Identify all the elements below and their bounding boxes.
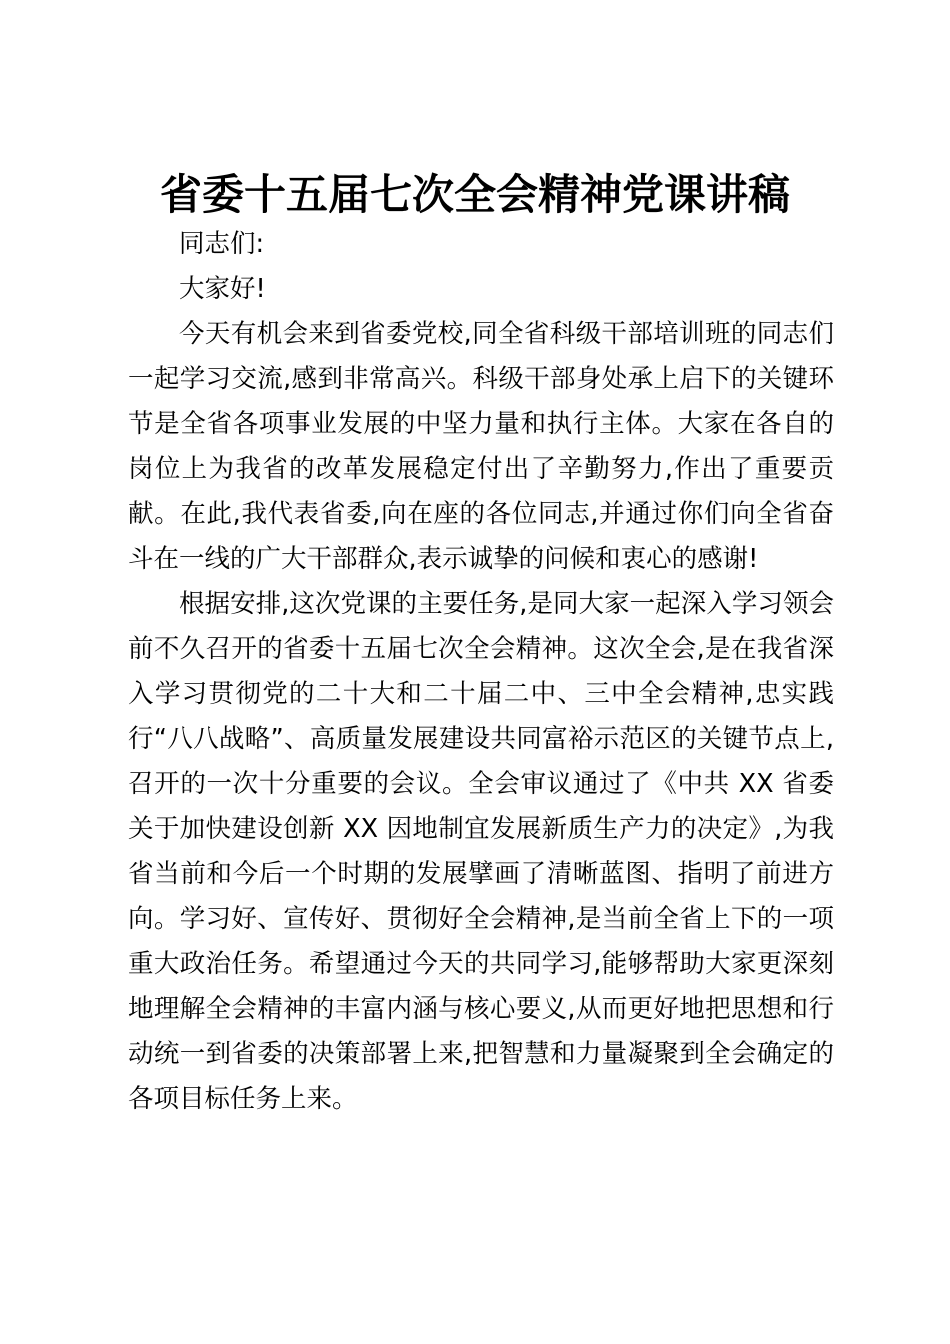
paragraph-line: 前不久召开的省委十五届七次全会精神。这次全会,是在我省深 bbox=[128, 634, 834, 664]
document-title: 省委十五届七次全会精神党课讲稿 bbox=[159, 170, 790, 219]
paragraph-line: 献。在此,我代表省委,向在座的各位同志,并通过你们向全省奋 bbox=[128, 499, 834, 529]
paragraph-line: 召开的一次十分重要的会议。全会审议通过了《中共 XX 省委 bbox=[128, 769, 834, 799]
paragraph-line: 关于加快建设创新 XX 因地制宜发展新质生产力的决定》,为我 bbox=[128, 814, 834, 844]
paragraph-line: 重大政治任务。希望通过今天的共同学习,能够帮助大家更深刻 bbox=[128, 949, 834, 979]
paragraph-line: 入学习贯彻党的二十大和二十届二中、三中全会精神,忠实践 bbox=[128, 679, 834, 709]
paragraph-line: 行“八八战略”、高质量发展建设共同富裕示范区的关键节点上, bbox=[128, 724, 834, 754]
paragraph-line: 地理解全会精神的丰富内涵与核心要义,从而更好地把思想和行 bbox=[128, 994, 834, 1024]
paragraph-line: 今天有机会来到省委党校,同全省科级干部培训班的同志们 bbox=[179, 319, 834, 349]
paragraph-1 bbox=[128, 312, 834, 582]
paragraph-line: 省当前和今后一个时期的发展擘画了清晰蓝图、指明了前进方 bbox=[128, 859, 834, 889]
paragraph-line: 各项目标任务上来。 bbox=[128, 1084, 358, 1114]
greeting: 大家好! bbox=[179, 274, 266, 304]
paragraph-line: 一起学习交流,感到非常高兴。科级干部身处承上启下的关键环 bbox=[128, 364, 834, 394]
salutation: 同志们: bbox=[179, 229, 265, 259]
paragraph-line: 岗位上为我省的改革发展稳定付出了辛勤努力,作出了重要贡 bbox=[128, 454, 834, 484]
paragraph-line: 节是全省各项事业发展的中坚力量和执行主体。大家在各自的 bbox=[128, 409, 834, 439]
document-body bbox=[128, 222, 834, 1122]
paragraph-2 bbox=[128, 582, 834, 1122]
paragraph-line: 斗在一线的广大干部群众,表示诚挚的问候和衷心的感谢! bbox=[128, 544, 759, 574]
paragraph-line: 动统一到省委的决策部署上来,把智慧和力量凝聚到全会确定的 bbox=[128, 1039, 834, 1069]
paragraph-line: 根据安排,这次党课的主要任务,是同大家一起深入学习领会 bbox=[179, 589, 834, 619]
paragraph-line: 向。学习好、宣传好、贯彻好全会精神,是当前全省上下的一项 bbox=[128, 904, 834, 934]
